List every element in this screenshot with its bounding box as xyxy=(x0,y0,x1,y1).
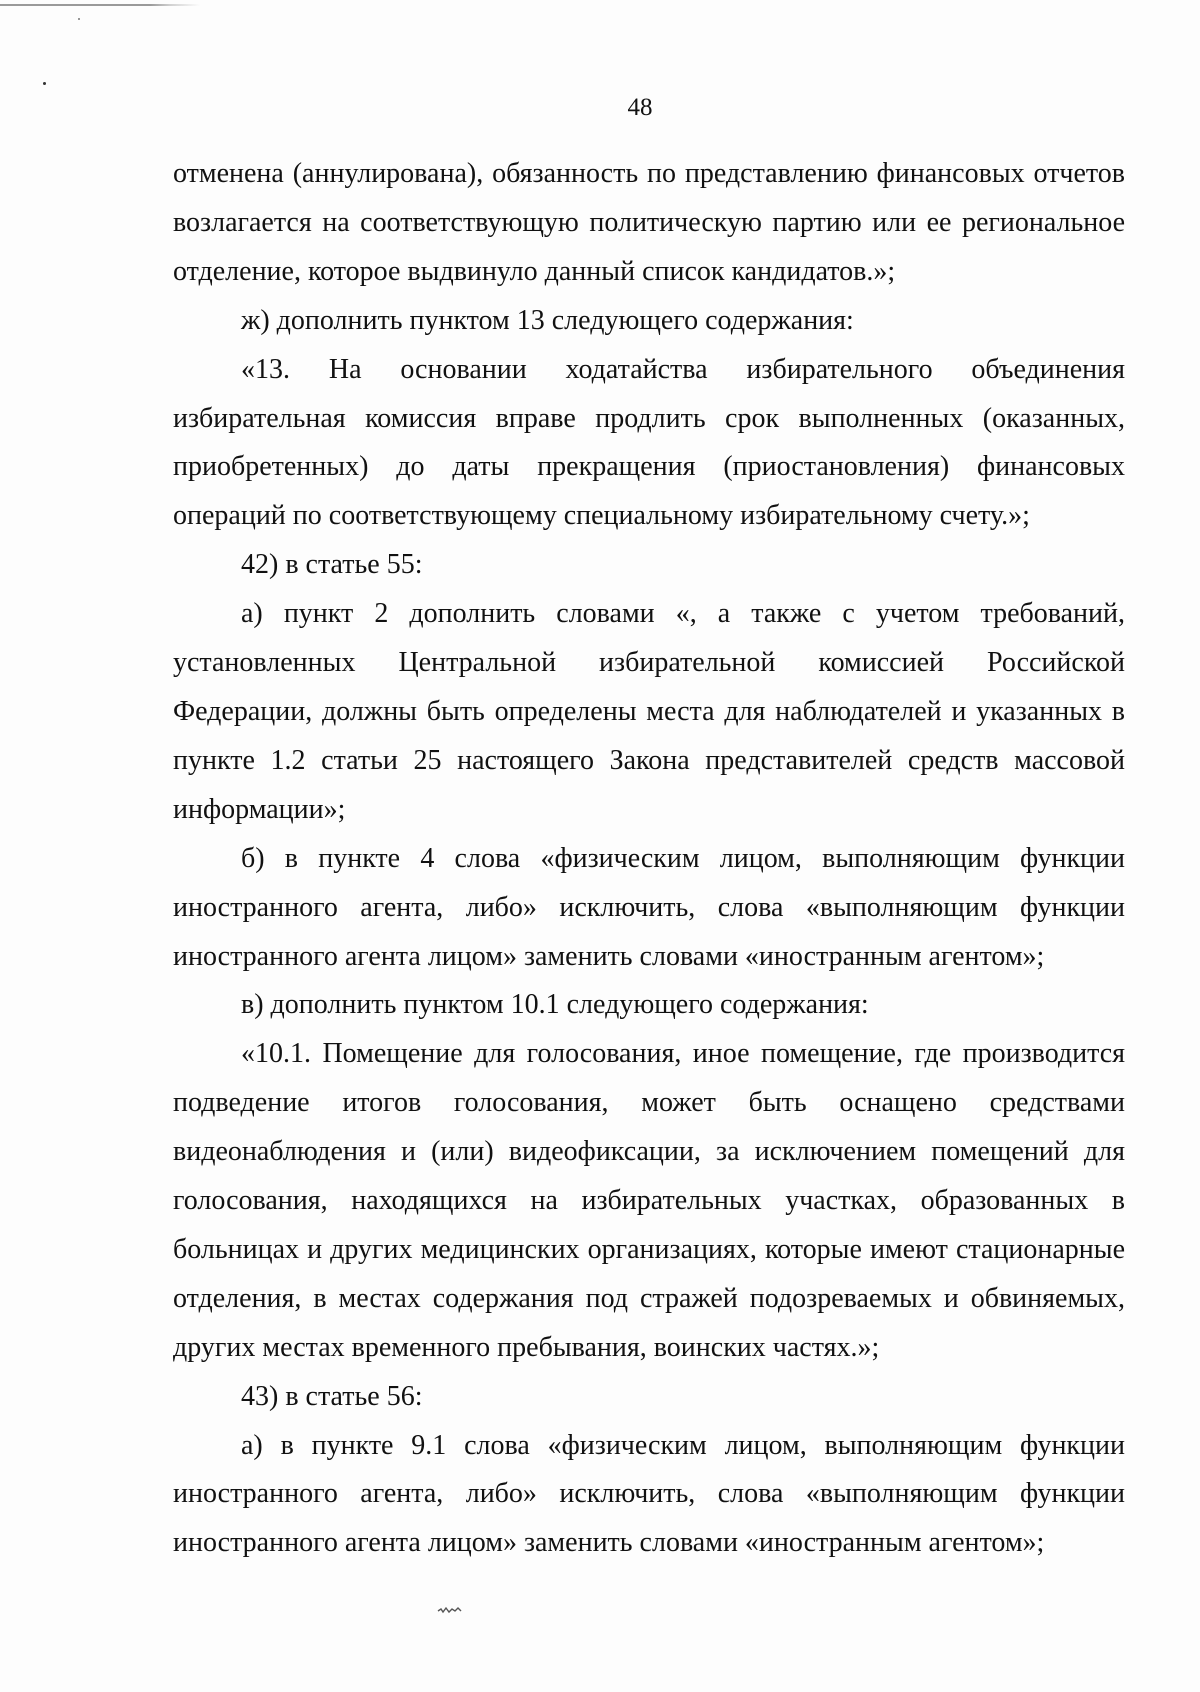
scan-artifact-dot xyxy=(43,82,46,85)
scan-artifact-mark xyxy=(437,1606,463,1614)
document-body xyxy=(173,150,1125,1568)
paragraph: а) в пункте 9.1 слова «физическим лицом, выполняющим функции иностранного агента, либо» исключить, слова «выполняющим функции иностранного агента лицом» заменить словами «иностранным агентом»; xyxy=(173,1429,1125,1559)
paragraph: отменена (аннулирована), обязанность по представлению финансовых отчетов возлагается на соответствующую политическую партию или ее региональное отделение, которое выдвинуло данный список кандидатов.»; xyxy=(173,158,1125,287)
page-number: 48 xyxy=(627,94,653,121)
paragraph: в) дополнить пунктом 10.1 следующего содержания: xyxy=(241,989,869,1021)
paragraph: 42) в статье 55: xyxy=(241,549,423,581)
scan-artifact-dot xyxy=(78,18,80,20)
paragraph: а) пункт 2 дополнить словами «, а также с учетом требований, установленных Центральной избирательной комиссией Российской Федерации, должны быть определены места для наблюдателей и указанных в пункте 1.2 статьи 25 настоящего Закона представителей средств массовой информации»; xyxy=(173,598,1125,825)
scan-smudge-icon xyxy=(437,1606,463,1614)
paragraph: «10.1. Помещение для голосования, иное помещение, где производится подведение итогов голосования, может быть оснащено средствами видеонаблюдения и (или) видеофиксации, за исключением помещений для голосования, находящихся на избирательных участках, образованных в больницах и других медицинских организациях, которые имеют стационарные отделения, в местах содержания под стражей подозреваемых и обвиняемых, других местах временного пребывания, воинских частях.»; xyxy=(173,1038,1125,1363)
paragraph: «13. На основании ходатайства избирательного объединения избирательная комиссия вправе продлить срок выполненных (оказанных, приобретенных) до даты прекращения (приостановления) финансовых операций по соответствующему специальному избирательному счету.»; xyxy=(173,353,1125,532)
paragraph: б) в пункте 4 слова «физическим лицом, выполняющим функции иностранного агента, либо» исключить, слова «выполняющим функции иностранного агента лицом» заменить словами «иностранным агентом»; xyxy=(173,842,1125,972)
scan-artifact-line xyxy=(0,4,200,6)
paragraph: ж) дополнить пунктом 13 следующего содержания: xyxy=(241,304,854,336)
paragraph: 43) в статье 56: xyxy=(241,1380,423,1412)
